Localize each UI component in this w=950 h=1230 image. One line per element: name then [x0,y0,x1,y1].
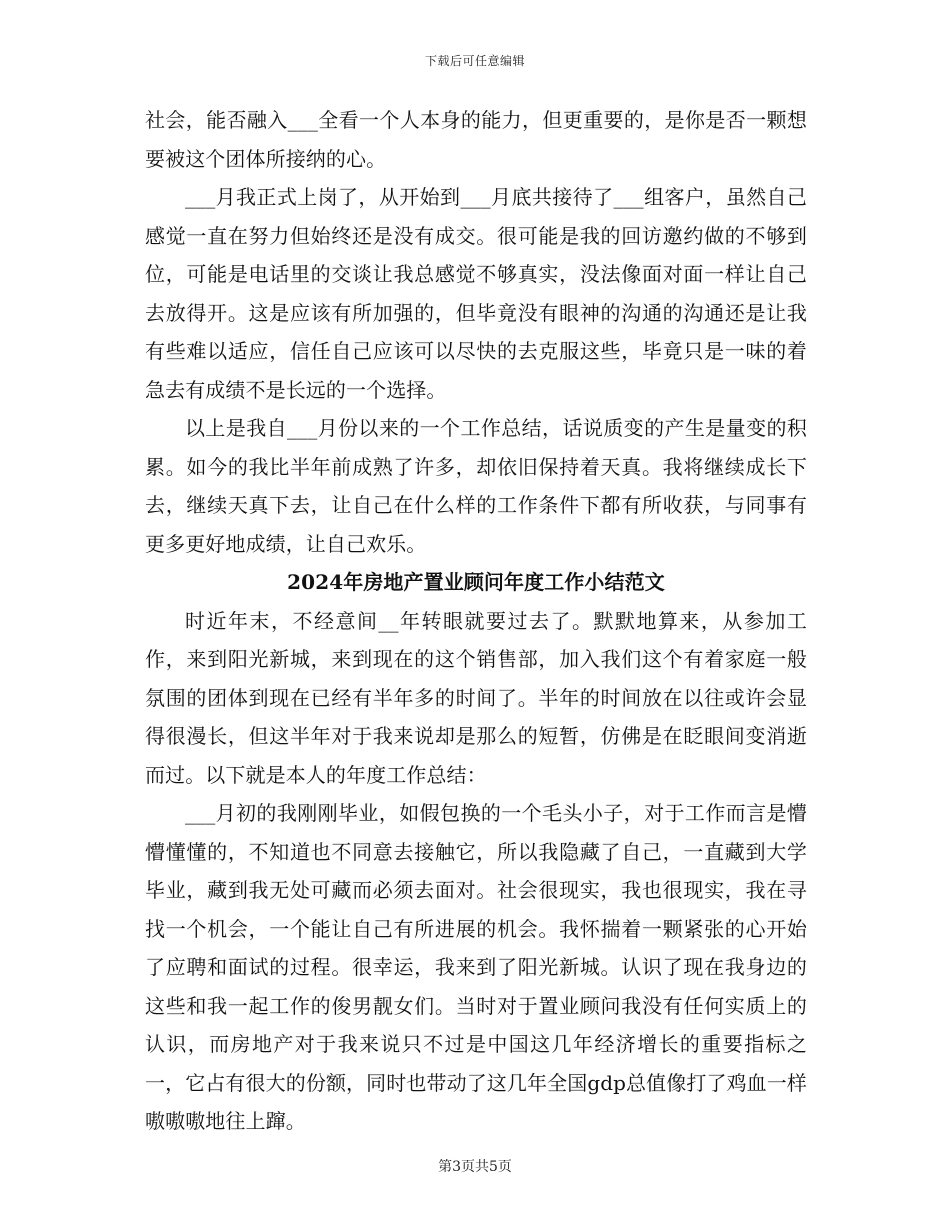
paragraph: ___月我正式上岗了，从开始到___月底共接待了___组客户，虽然自己感觉一直在努力但始终还是没有成交。很可能是我的回访邀约做的不够到位，可能是电话里的交谈让我总感觉不够真实，没法像面对面一样让自己去放得开。这是应该有所加强的，但毕竟没有眼神的沟通的沟通还是让我有些难以适应，信任自己应该可以尽快的去克服这些，毕竟只是一味的着急去有成绩不是长远的一个选择。 [145,185,807,402]
paragraph: 时近年末，不经意间__年转眼就要过去了。默默地算来，从参加工作，来到阳光新城，来到现在的这个销售部，加入我们这个有着家庭一般氛围的团体到现在已经有半年多的时间了。半年的时间放在以往或许会显得很漫长，但这半年对于我来说却是那么的短暂，仿佛是在眨眼间变消逝而过。以下就是本人的年度工作总结： [145,608,807,787]
section-title: 2024年房地产置业顾问年度工作小结范文 [287,570,665,594]
paragraph: ___月初的我刚刚毕业，如假包换的一个毛头小子，对于工作而言是懵懵懂懂的，不知道也不同意去接触它，所以我隐藏了自己，一直藏到大学毕业，藏到我无处可藏而必须去面对。社会很现实，我也很现实，我在寻找一个机会，一个能让自己有所进展的机会。我怀揣着一颗紧张的心开始了应聘和面试的过程。很幸运，我来到了阳光新城。认识了现在我身边的这些和我一起工作的俊男靓女们。当时对于置业顾问我没有任何实质上的认识，而房地产对于我来说只不过是中国这几年经济增长的重要指标之一，它占有很大的份额，同时也带动了这几年全国gdp总值像打了鸡血一样嗷嗷嗷地往上蹿。 [145,801,807,1133]
paragraph-continued: 社会，能否融入___全看一个人本身的能力，但更重要的，是你是否一颗想要被这个团体所接纳的心。 [145,108,807,171]
paragraph: 以上是我自___月份以来的一个工作总结，话说质变的产生是量变的积累。如今的我比半年前成熟了许多，却依旧保持着天真。我将继续成长下去，继续天真下去，让自己在什么样的工作条件下都有所收获，与同事有更多更好地成绩，让自己欢乐。 [145,416,807,556]
page-header: 下载后可任意编辑 [424,54,525,68]
document-body [145,101,807,1141]
page-number: 第3页共5页 [438,1159,512,1175]
